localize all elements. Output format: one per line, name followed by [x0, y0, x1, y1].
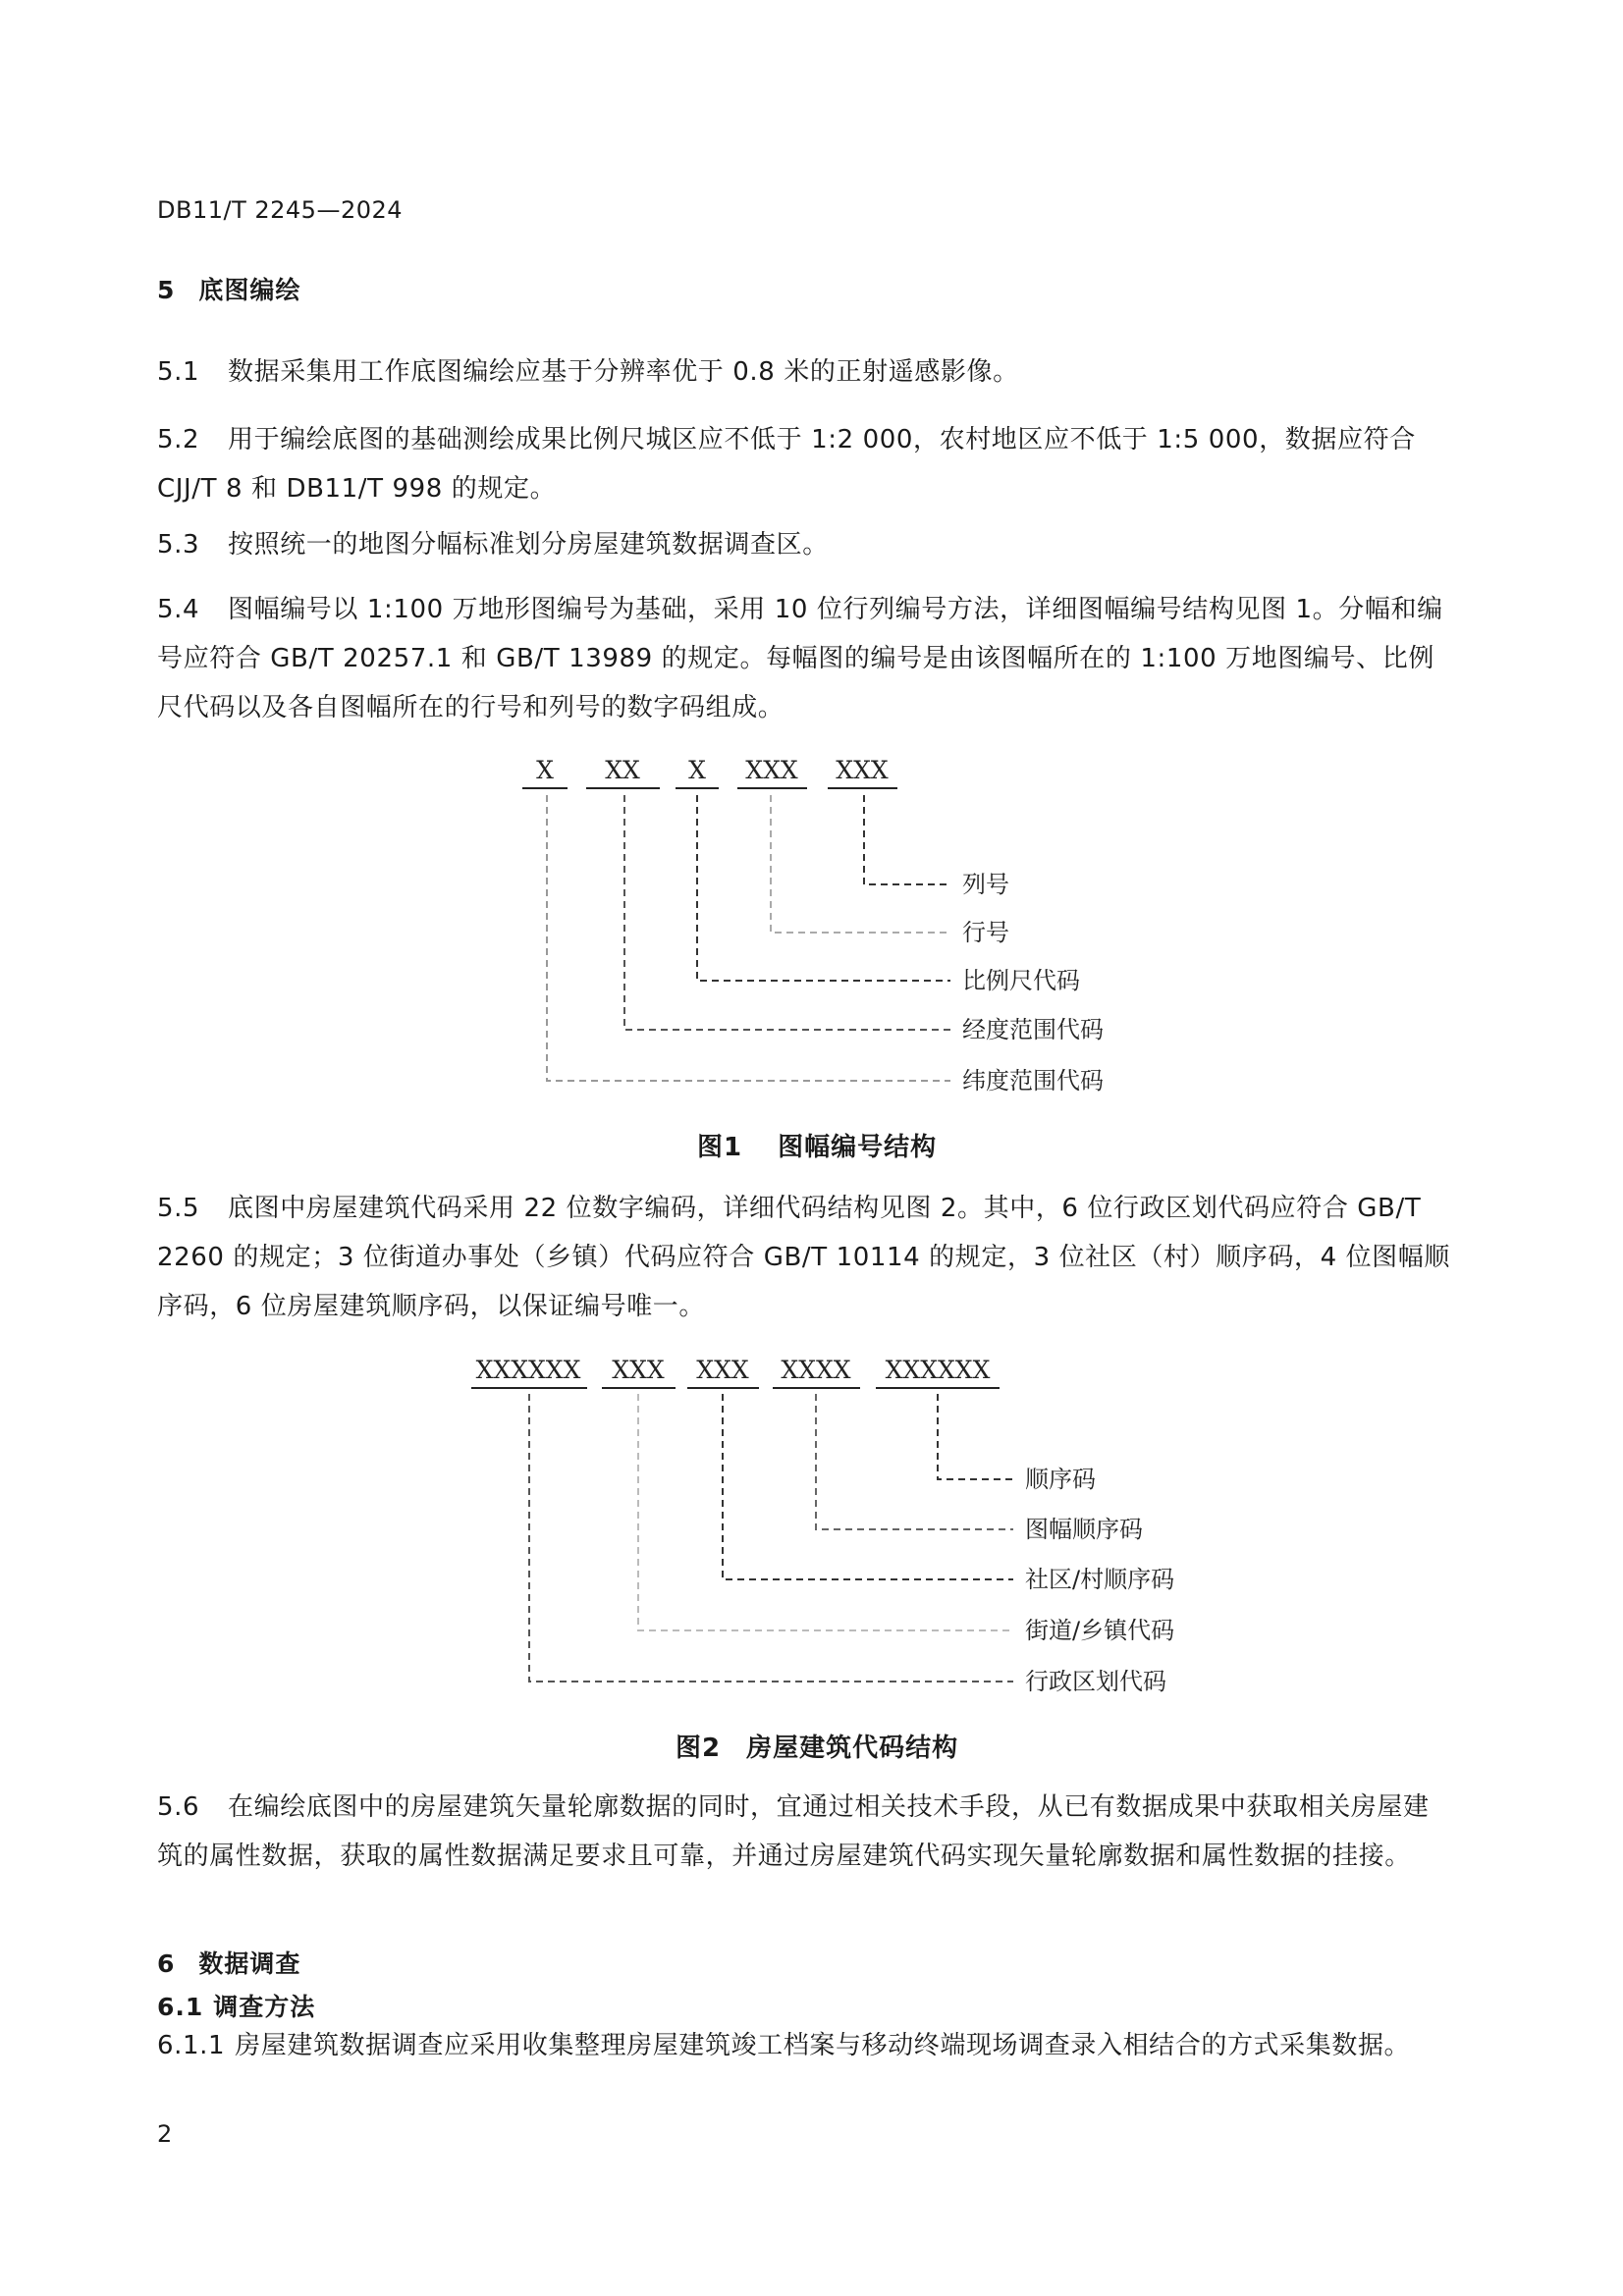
clause-text: 用于编绘底图的基础测绘成果比例尺城区应不低于 1:2 000，农村地区应不低于 1:5 000，数据应符合 CJJ/T 8 和 DB11/T 998 的规定。: [157, 425, 1416, 504]
clause-number: 5.4: [157, 595, 200, 624]
connector-line: [771, 795, 950, 933]
clause-number: 5.6: [157, 1792, 200, 1822]
clause-number: 5.1: [157, 357, 200, 387]
connector-line: [547, 795, 950, 1081]
connector-line: [624, 795, 950, 1030]
connector-line: [864, 795, 950, 884]
section-title: 数据调查: [198, 1949, 301, 1978]
code-segment: XXX: [836, 756, 889, 784]
clause-number: 6.1.1: [157, 2031, 226, 2060]
segment-label: 社区/村顺序码: [1025, 1566, 1175, 1593]
figure-label: 图2: [676, 1734, 722, 1763]
figure-label: 图1: [697, 1133, 743, 1162]
connector-line: [816, 1394, 1013, 1529]
clause-text: 按照统一的地图分幅标准划分房屋建筑数据调查区。: [228, 530, 829, 560]
subsection-6-1-heading: [157, 1988, 315, 2023]
connector-line: [697, 795, 950, 981]
segment-label: 经度范围代码: [962, 1016, 1104, 1043]
section-title: 底图编绘: [198, 276, 301, 304]
code-segment: X: [536, 756, 554, 784]
code-segment: XX: [605, 756, 640, 784]
section-number: 5: [157, 276, 176, 304]
clause-text: 在编绘底图中的房屋建筑矢量轮廓数据的同时，宜通过相关技术手段，从已有数据成果中获取相关房屋建筑的属性数据，获取的属性数据满足要求且可靠，并通过房屋建筑代码实现矢量轮廓数据和属性数据的挂接。: [157, 1792, 1430, 1871]
code-segment: XXX: [696, 1356, 749, 1384]
figure-1-diagram: [0, 0, 1623, 1139]
clause-6-1-1: [157, 2021, 1451, 2070]
clause-number: 5.5: [157, 1194, 200, 1223]
figure-title: 房屋建筑代码结构: [746, 1734, 959, 1763]
figure-2-diagram: [0, 1315, 1623, 1708]
figure-2-caption: [676, 1728, 958, 1764]
segment-label: 街道/乡镇代码: [1025, 1617, 1175, 1644]
document-code: DB11/T 2245—2024: [157, 196, 404, 224]
segment-label: 图幅顺序码: [1025, 1516, 1143, 1543]
segment-label: 列号: [962, 871, 1009, 898]
page-number: 2: [157, 2120, 173, 2148]
clause-text: 房屋建筑数据调查应采用收集整理房屋建筑竣工档案与移动终端现场调查录入相结合的方式采集数据。: [235, 2031, 1411, 2060]
clause-number: 5.2: [157, 425, 200, 454]
clause-text: 图幅编号以 1:100 万地形图编号为基础，采用 10 位行列编号方法，详细图幅编号结构见图 1。分幅和编号应符合 GB/T 20257.1 和 GB/T 13989 的规定。每幅图的编号是由该图幅所在的 1:100 万地图编号、比例尺代码以及各自图幅所在的行号和列号的数字码组成。: [157, 595, 1443, 722]
segment-label: 行政区划代码: [1025, 1668, 1166, 1695]
code-segment: XXX: [612, 1356, 665, 1384]
segment-label: 行号: [962, 919, 1009, 946]
clause-5-6: [157, 1783, 1451, 1881]
clause-number: 5.3: [157, 530, 200, 560]
clause-text: 底图中房屋建筑代码采用 22 位数字编码，详细代码结构见图 2。其中，6 位行政区划代码应符合 GB/T 2260 的规定；3 位街道办事处（乡镇）代码应符合 GB/T 10114 的规定，3 位社区（村）顺序码，4 位图幅顺序码，6 位房屋建筑顺序码，以保证编号唯一。: [157, 1194, 1450, 1321]
connector-line: [638, 1394, 1013, 1630]
figure-title: 图幅编号结构: [778, 1133, 938, 1162]
code-segment: X: [688, 756, 706, 784]
code-segment: XXX: [745, 756, 798, 784]
connector-line: [938, 1394, 1013, 1479]
segment-label: 顺序码: [1025, 1466, 1096, 1493]
connector-line: [529, 1394, 1013, 1682]
code-segment: XXXXXX: [475, 1356, 581, 1384]
code-segment: XXXX: [781, 1356, 851, 1384]
subsection-title: 调查方法: [213, 1993, 316, 2021]
code-segment: XXXXXX: [885, 1356, 991, 1384]
subsection-number: 6.1: [157, 1993, 204, 2021]
figure-1-caption: [697, 1127, 937, 1163]
connector-line: [723, 1394, 1013, 1579]
segment-label: 比例尺代码: [962, 967, 1080, 994]
segment-label: 纬度范围代码: [962, 1067, 1104, 1095]
section-6-heading: [157, 1945, 300, 1980]
clause-5-5: [157, 1184, 1451, 1331]
clause-text: 数据采集用工作底图编绘应基于分辨率优于 0.8 米的正射遥感影像。: [228, 357, 1019, 387]
section-number: 6: [157, 1949, 176, 1978]
